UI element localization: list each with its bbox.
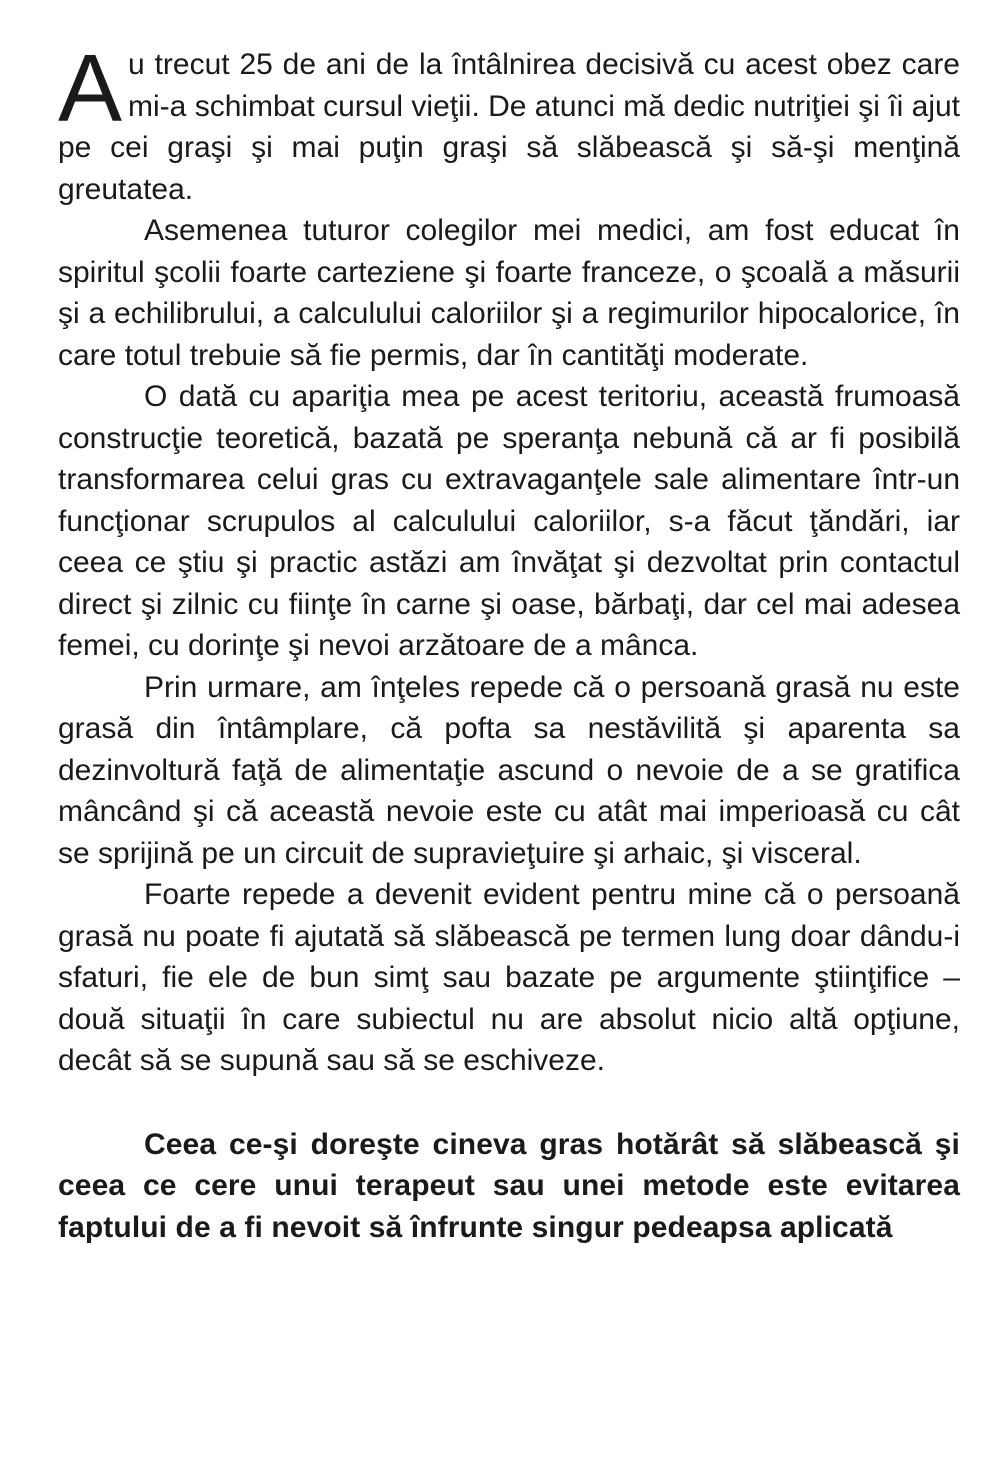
paragraph-1: [58, 35, 961, 210]
paragraph-4: Prin urmare, am înţeles repede că o persoană grasă nu este grasă din întâmplare, că pofta sa nestăvilită şi aparenta sa dezinvoltură faţă de alimentaţie ascund o nevoie de a se gratifica mâncând şi că această nevoie este cu atât mai imperioasă cu cât se sprijină pe un circuit de supravieţuire şi arhaic, şi visceral.: [58, 670, 960, 870]
paragraph-2: Asemenea tuturor colegilor mei medici, am fost educat în spiritul şcolii foarte carteziene şi foarte franceze, o şcoală a măsurii şi a echilibrului, a calculului caloriilor şi a regimurilor hipocalorice, în care totul trebuie să fie permis, dar în cantităţi moderate.: [58, 214, 960, 372]
drop-cap: A: [58, 35, 123, 142]
paragraph-3: O dată cu apariţia mea pe acest teritoriu, această frumoasă construcţie teoretică, bazată pe speranţa nebună că ar fi posibilă transformarea celui gras cu extravaganţele sale alimentare într-un funcţionar scrupulos al calculului caloriilor, s-a făcut ţăndări, iar ceea ce ştiu şi practic astăzi am învăţat şi dezvoltat prin contactul direct şi zilnic cu fiinţe în carne şi oase, bărbaţi, dar cel mai adesea femei, cu dorinţe şi nevoi arzătoare de a mânca.: [58, 380, 960, 662]
paragraph-5: Foarte repede a devenit evident pentru mine că o persoană grasă nu poate fi ajutată să slăbească pe termen lung doar dându-i sfaturi, fie ele de bun simţ sau bazate pe argumente ştiinţifice – două situaţii în care subiectul nu are absolut nicio altă opţiune, decât să se supună sau să se eschiveze.: [58, 878, 960, 1077]
bold-paragraph: Ceea ce-şi doreşte cineva gras hotărât să slăbească şi ceea ce cere unui terapeut sau unei metode este evitarea faptului de a fi nevoit să înfrunte singur pedeapsa aplicată: [58, 1127, 960, 1244]
document-page: [58, 35, 961, 1248]
paragraph-1-text: u trecut 25 de ani de la întâlnirea decisivă cu acest obez care mi-a schimbat cursul vieţii. De atunci mă dedic nutriţiei şi îi ajut pe cei graşi şi mai puţin graşi să slăbească şi să-şi menţină greutatea.: [58, 48, 961, 206]
